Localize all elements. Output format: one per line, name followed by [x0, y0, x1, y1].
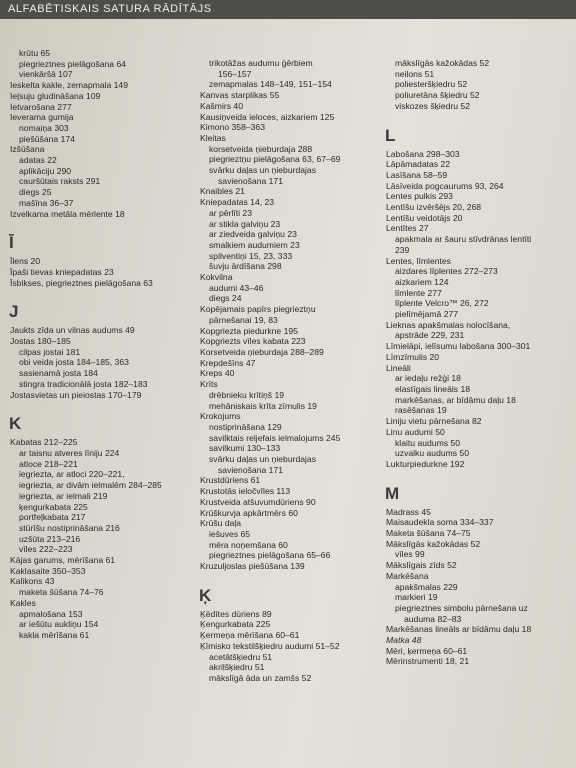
index-entry: acetātšķiedru 51 — [209, 651, 273, 662]
index-entry: nostiprināšana 129 — [209, 421, 282, 432]
index-entry: Krustdūriens 61 — [200, 475, 261, 486]
index-entry: ar pērlīti 23 — [209, 207, 252, 218]
index-entry: Knaibles 21 — [200, 186, 245, 197]
index-entry: sasienamā josta 184 — [19, 368, 98, 379]
index-entry: zemapmalas 148–149, 151–154 — [209, 79, 332, 90]
index-entry: Lentītes 27 — [386, 223, 429, 234]
section-letter: J — [9, 302, 19, 322]
index-entry: 239 — [395, 244, 410, 255]
header-title: ALFABĒTISKAIS SATURA RĀDĪTĀJS — [8, 3, 212, 15]
index-entry: akrilšķiedru 51 — [209, 662, 265, 673]
index-entry: Lasīšana 58–59 — [386, 169, 448, 180]
index-entry: līmlente 277 — [395, 287, 442, 298]
index-entry: kakla mērīšana 61 — [19, 629, 90, 640]
index-entry: smalkiem audumiem 23 — [209, 239, 300, 250]
index-entry: obi veida josta 184–185, 363 — [19, 357, 129, 368]
index-entry: iegriezta, ar ielmali 219 — [19, 490, 108, 501]
section-letter: Ī — [9, 233, 14, 253]
index-entry: Kopgriezts vīles kabata 223 — [200, 336, 306, 347]
index-entry: iegriezta, ar atloci 220–221, — [19, 469, 125, 480]
index-entry: piegrieztņu pielāgošana 63, 67–69 — [209, 154, 341, 165]
index-entry: poliesteršķiedru 52 — [395, 79, 468, 90]
index-entry: Kruzuljoslas piešūšana 139 — [200, 561, 305, 572]
index-entry: Ieļsuju gludināšana 109 — [10, 90, 101, 101]
index-entry: elastīgais lineāls 18 — [395, 383, 471, 394]
index-entry: pārnešanai 19, 83 — [209, 314, 278, 325]
index-entry: Ieverama gumija — [10, 112, 74, 123]
index-entry: ar iedaļu režģi 18 — [395, 373, 461, 384]
index-entry: Kabatas 212–225 — [10, 437, 78, 448]
index-entry: Izšūšana — [10, 144, 45, 155]
index-entry: Lāpāmadatas 22 — [386, 159, 451, 170]
index-entry: Lentes, līmlentes — [386, 255, 451, 266]
index-entry: Jaukts zīda un vilnas audums 49 — [10, 325, 135, 336]
index-entry: uzvalku audums 50 — [395, 448, 470, 459]
section-letter: Ķ — [199, 585, 212, 605]
index-entry: šuvju ārdīšana 298 — [209, 261, 282, 272]
index-entry: savilkumi 130–133 — [209, 443, 281, 454]
index-entry: Lukturpiedurkne 192 — [386, 458, 465, 469]
index-entry: stūrīšu nostiprināšana 216 — [19, 522, 120, 533]
index-entry: Kašmirs 40 — [200, 100, 243, 111]
index-entry: svārku daļas un ņieburdajas — [209, 165, 317, 176]
index-entry: Kalikons 43 — [10, 576, 55, 587]
index-entry: Mēri, ķermeņa 60–61 — [386, 645, 468, 656]
index-entry: Mērinstrumenti 18, 21 — [386, 656, 470, 667]
index-entry: Lentīšu veidotājs 20 — [386, 212, 463, 223]
index-entry: Ietvarošana 277 — [10, 101, 72, 112]
index-entry: Izvelkama metāla mērlente 18 — [10, 208, 125, 219]
index-entry: spilventiņi 15, 23, 333 — [209, 250, 293, 261]
index-entry: Lāsīveida pogcaurums 93, 264 — [386, 180, 504, 191]
index-entry: ar ziedveida galviņu 23 — [209, 229, 297, 240]
index-entry: Kanvas starplikas 55 — [200, 90, 280, 101]
index-entry: Kimono 358–363 — [200, 122, 265, 133]
index-entry: vīles 99 — [395, 549, 425, 560]
index-entry: Ķīmisko tekstilšķiedru audumi 51–52 — [200, 640, 340, 651]
index-entry: Lentes pulkis 293 — [386, 191, 453, 202]
index-entry: auduma 82–83 — [404, 613, 462, 624]
section-letter: L — [385, 125, 396, 145]
index-entry: ar iešūtu aukliņu 154 — [19, 619, 99, 630]
index-entry: aplikāciju 290 — [19, 165, 72, 176]
index-entry: Krūškurvja apkārtmērs 60 — [200, 507, 298, 518]
index-entry: vienkāršā 107 — [19, 69, 73, 80]
index-entry: portfeļkabata 217 — [19, 512, 86, 523]
index-entry: apstrāde 229, 231 — [395, 330, 465, 341]
index-entry: Līmielāpi, ielīsumu labošana 300–301 — [386, 341, 531, 352]
index-entry: Krīts — [200, 379, 218, 390]
index-entry: diegs 25 — [19, 187, 52, 198]
index-entry: adatas 22 — [19, 155, 57, 166]
index-entry: poliuretāna šķiedru 52 — [395, 90, 480, 101]
index-entry: iegriezta, ar divām ielmalēm 284–285 — [19, 480, 162, 491]
index-entry: aizkariem 124 — [395, 276, 449, 287]
index-entry: mākslīgā āda un zamšs 52 — [209, 672, 312, 683]
index-entry: cilpas jostai 181 — [19, 346, 81, 357]
index-entry: atloce 218–221 — [19, 458, 78, 469]
index-entry: Krokojums — [200, 411, 241, 422]
page-header — [0, 0, 576, 19]
index-entry: Krustotās ieločvīles 113 — [200, 486, 291, 497]
index-column-2 — [200, 58, 385, 684]
index-entry: krūtu 65 — [19, 48, 51, 58]
index-entry: Krepdešīns 47 — [200, 357, 256, 368]
index-entry: pielīmējamā 277 — [395, 309, 459, 320]
index-entry: apakšmalas 229 — [395, 581, 458, 592]
index-entry: Mākslīgās kažokādas 52 — [386, 538, 481, 549]
index-entry: Īpaši tievas kniepadatas 23 — [10, 266, 114, 277]
index-entry: Krūšu daļa — [200, 518, 242, 529]
index-entry: Mākslīgais zīds 52 — [386, 560, 457, 571]
index-entry: Maisaudekla soma 334–337 — [386, 517, 494, 528]
index-entry: Kopgriezta piedurkne 195 — [200, 325, 298, 336]
index-entry: markēšanas, ar bīdāmu daļu 18 — [395, 394, 516, 405]
index-entry: savilktais reljefais ielmalojums 245 — [209, 432, 341, 443]
index-entry: Matka 48 — [386, 635, 422, 646]
index-entry: Kniepadatas 14, 23 — [200, 197, 275, 208]
index-entry: Lieknas apakšmalas nolocīšana, — [386, 319, 511, 330]
index-entry: Īlens 20 — [10, 256, 41, 267]
index-entry: Līmzīmulis 20 — [386, 351, 440, 362]
section-letter: K — [9, 414, 22, 434]
index-entry: līplente Velcro™ 26, 272 — [395, 298, 489, 309]
index-entry: Ieskelta kakle, zemapmala 149 — [10, 80, 128, 91]
index-entry: Kokvilna — [200, 272, 233, 283]
index-entry: Maketa šūšana 74–75 — [386, 528, 471, 539]
index-entry: ar taisnu atveres līniju 224 — [19, 447, 120, 458]
index-entry: savienošana 171 — [218, 175, 283, 186]
index-entry: Lineāli — [386, 362, 411, 373]
index-entry: mēra noņemšana 60 — [209, 539, 288, 550]
index-entry: viskozes šķiedru 52 — [395, 100, 470, 111]
index-entry: Linu audumi 50 — [386, 426, 445, 437]
index-entry: ķengurkabata 225 — [19, 501, 88, 512]
index-entry: Īsbikses, piegrieztnes pielāgošana 63 — [10, 277, 153, 288]
index-entry: Jostasvietas un pieiostas 170–179 — [10, 389, 142, 400]
index-entry: rasēšanas 19 — [395, 405, 447, 416]
index-column-3 — [386, 58, 574, 667]
index-entry: Lentīšu izvēršējs 20, 268 — [386, 202, 482, 213]
index-entry: piegrieztnes pielāgošana 65–66 — [209, 550, 331, 561]
index-entry: 156–157 — [218, 68, 252, 79]
index-entry: neilons 51 — [395, 68, 435, 79]
index-entry: savienošana 171 — [218, 464, 283, 475]
index-entry: nomaiņa 303 — [19, 122, 69, 133]
index-entry: mehāniskais krīta zīmulis 19 — [209, 400, 317, 411]
index-entry: Ķēdītes dūriens 89 — [200, 608, 272, 619]
index-entry: Kreps 40 — [200, 368, 235, 379]
index-entry: vīles 222–223 — [19, 544, 73, 555]
index-entry: apakmala ar šauru stīvdrānas lentīti — [395, 234, 532, 245]
index-entry: Kopējamais papīrs piegrieztņu — [200, 304, 316, 315]
index-entry: mākslīgās kažokādas 52 — [395, 58, 490, 68]
index-entry: Labošana 298–303 — [386, 148, 460, 159]
index-entry: cauršūtais raksts 291 — [19, 176, 101, 187]
index-entry: ar stikla galviņu 23 — [209, 218, 281, 229]
index-entry: Markēšanas lineāls ar bīdāmu daļu 18 — [386, 624, 532, 635]
index-entry: stingra tradicionālā josta 182–183 — [19, 378, 148, 389]
index-entry: korsetveida ņieburdaja 288 — [209, 143, 313, 154]
index-entry: Kleitas — [200, 132, 226, 143]
index-entry: Jostas 180–185 — [10, 336, 71, 347]
index-entry: Kājas garums, mērīšana 61 — [10, 555, 116, 566]
index-entry: Markēšana — [386, 570, 429, 581]
index-entry: iešuves 65 — [209, 528, 251, 539]
index-entry: mašīna 36–37 — [19, 197, 74, 208]
index-entry: piegrieztnes pielāgošana 64 — [19, 58, 127, 69]
index-entry: klaitu audums 50 — [395, 437, 460, 448]
index-entry: apmalošana 153 — [19, 608, 83, 619]
index-entry: trikotāžas audumu ģērbiem — [209, 58, 313, 68]
index-entry: Ķengurkabata 225 — [200, 619, 271, 630]
index-entry: Ķermeņa mērīšana 60–61 — [200, 630, 300, 641]
index-entry: audumi 43–46 — [209, 282, 264, 293]
index-entry: diegs 24 — [209, 293, 242, 304]
index-entry: Krustveida atšuvumdūriens 90 — [200, 496, 316, 507]
index-entry: aizdares līplentes 272–273 — [395, 266, 498, 277]
index-entry: Liniju vietu pārnešana 82 — [386, 416, 482, 427]
index-entry: uzšūta 213–216 — [19, 533, 81, 544]
index-entry: Korsetveida ņieburdaja 288–289 — [200, 346, 324, 357]
section-letter: M — [385, 483, 400, 503]
index-entry: Kausiņveida ieloces, aizkariem 125 — [200, 111, 335, 122]
index-entry: piešūšana 174 — [19, 133, 75, 144]
index-entry: svārku daļas un ņieburdajas — [209, 454, 317, 465]
index-entry: drēbnieku krītiņš 19 — [209, 389, 284, 400]
index-entry: markieri 19 — [395, 592, 438, 603]
index-entry: piegrieztnes simbolu pārnešana uz — [395, 602, 528, 613]
index-entry: Kakles — [10, 597, 36, 608]
index-entry: Kaklasaite 350–353 — [10, 565, 86, 576]
index-entry: Madrass 45 — [386, 506, 431, 517]
index-column-1 — [10, 48, 190, 641]
index-entry: maketa šūšana 74–76 — [19, 587, 104, 598]
